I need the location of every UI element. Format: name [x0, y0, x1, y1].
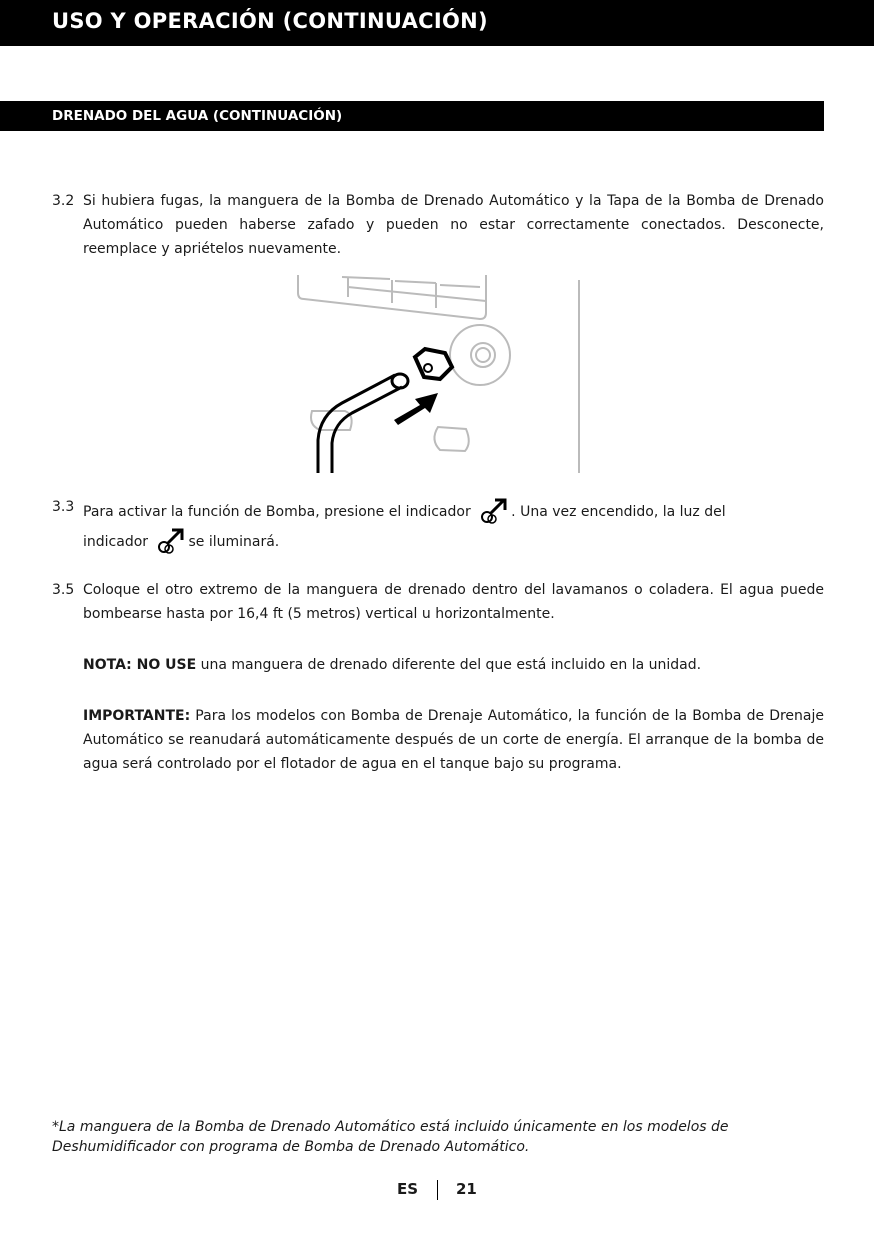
text: se iluminará. [188, 534, 280, 550]
note-label: NOTA: NO USE [83, 657, 197, 673]
important-text: Para los modelos con Bomba de Drenaje Automático, la función de la Bomba de Drenaje Automático se reanudará automáticamente después de un corte de energía. El arranque de la bomba de agua será controlado por el flotador de agua en el tanque bajo su programa. [83, 708, 824, 772]
footnote: *La manguera de la Bomba de Drenado Automático está incluido únicamente en los modelos de Deshumidificador con programa de Bomba de Drenado Automático. [52, 1119, 729, 1155]
hose-connection-illustration [290, 275, 590, 475]
step-text [83, 497, 824, 557]
section-title: DRENADO DEL AGUA (CONTINUACIÓN) [52, 108, 343, 124]
section-header [0, 101, 824, 131]
page-header [0, 0, 874, 46]
text: Para activar la función de Bomba, presione el indicador [83, 504, 471, 520]
note-text: una manguera de drenado diferente del que está incluido en la unidad. [196, 657, 702, 673]
step-number: 3.2 [52, 193, 75, 209]
page-number: 21 [456, 1180, 477, 1198]
text: . Una vez encendido, la luz del [511, 504, 726, 520]
step-text: Coloque el otro extremo de la manguera de drenado dentro del lavamanos o coladera. El agua puede bombearse hasta por 16,4 ft (5 metros) vertical u horizontalmente. [83, 582, 824, 622]
note [83, 653, 824, 677]
pump-icon [475, 497, 511, 527]
step-text: Si hubiera fugas, la manguera de la Bomba de Drenado Automático y la Tapa de la Bomba de Drenado Automático pueden haberse zafado y pueden no estar correctamente conectados. Desconecte, reemplace y apriételos nuevamente. [83, 193, 824, 257]
important-label: IMPORTANTE: [83, 708, 191, 724]
step-number: 3.5 [52, 582, 75, 598]
footer-divider [437, 1180, 438, 1200]
pump-icon [152, 527, 188, 557]
step-number: 3.3 [52, 499, 75, 515]
language-code: ES [397, 1180, 419, 1198]
text: indicador [83, 534, 149, 550]
page-title: USO Y OPERACIÓN (CONTINUACIÓN) [52, 9, 488, 33]
important-note [83, 704, 824, 776]
